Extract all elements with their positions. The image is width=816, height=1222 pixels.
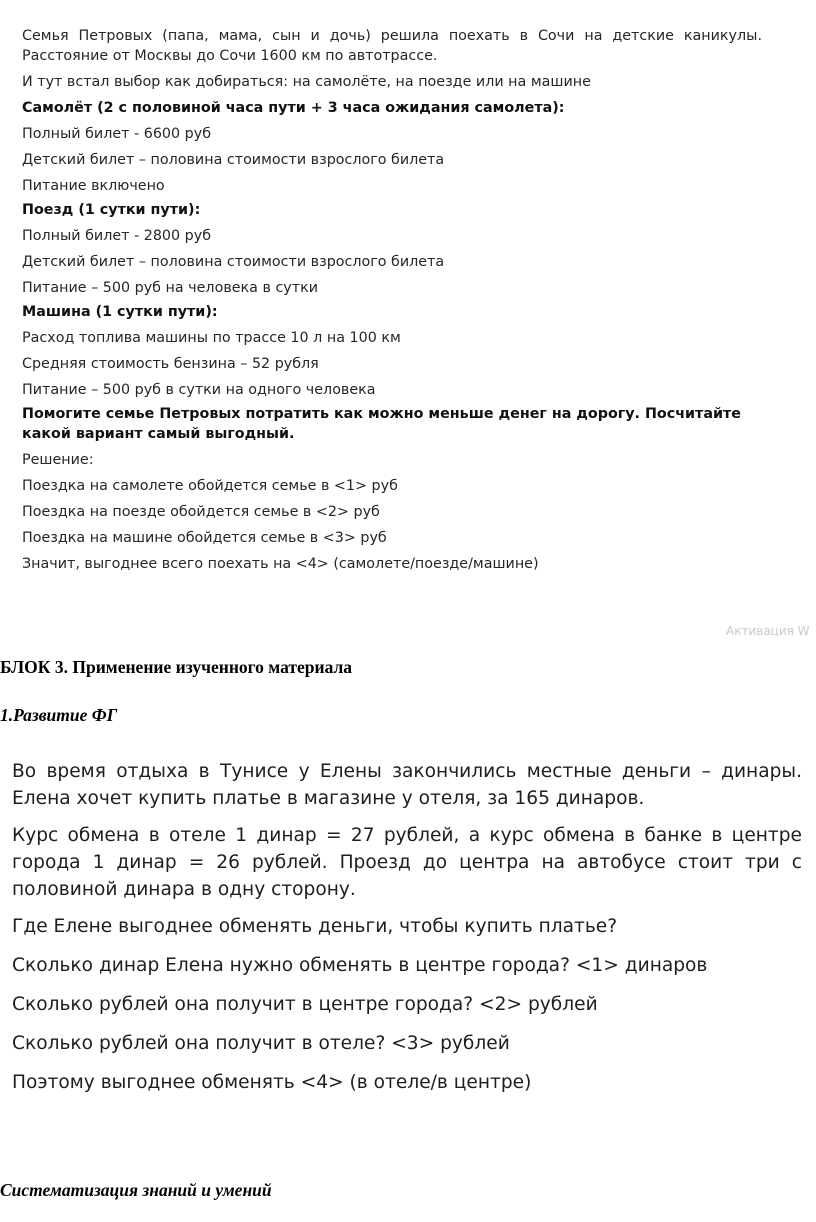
section-systematization-heading: Систематизация знаний и умений — [0, 1180, 272, 1200]
plane-food: Питание включено — [22, 178, 165, 194]
task1-intro: Семья Петровых (папа, мама, сын и дочь) решила поехать в Сочи на детские каникулы. Расстояние от Москвы до Сочи 1600 км по автотрассе. — [22, 28, 762, 64]
car-title: Машина (1 сутки пути): — [22, 304, 218, 320]
car-petrol: Средняя стоимость бензина – 52 рубля — [22, 356, 319, 372]
answer-train: Поездка на поезде обойдется семье в <2> руб — [22, 504, 380, 520]
train-title: Поезд (1 сутки пути): — [22, 202, 201, 218]
car-food: Питание – 500 руб в сутки на одного человека — [22, 382, 376, 398]
task-image-travel — [22, 26, 762, 574]
plane-title: Самолёт (2 с половиной часа пути + 3 часа ожидания самолета): — [22, 100, 565, 116]
train-child-ticket: Детский билет – половина стоимости взрослого билета — [22, 254, 445, 270]
plane-child-ticket: Детский билет – половина стоимости взрослого билета — [22, 152, 445, 168]
answer-plane: Поездка на самолете обойдется семье в <1> руб — [22, 478, 398, 494]
solution-label: Решение: — [22, 452, 94, 468]
tunisia-line-4: Сколько динар Елена нужно обменять в центре города? <1> динаров — [12, 955, 708, 976]
activation-watermark: Активация W — [726, 624, 810, 638]
tunisia-line-1: Во время отдыха в Тунисе у Елены закончились местные деньги – динары. Елена хочет купить платье в магазине у отеля, за 165 динаров. — [12, 761, 802, 809]
plane-full-ticket: Полный билет - 6600 руб — [22, 126, 212, 142]
answer-best: Значит, выгоднее всего поехать на <4> (самолете/поезде/машине) — [22, 556, 539, 572]
answer-car: Поездка на машине обойдется семье в <3> руб — [22, 530, 387, 546]
task1-question: Помогите семье Петровых потратить как можно меньше денег на дорогу. Посчитайте какой вариант самый выгодный. — [22, 406, 741, 442]
block3-heading: БЛОК 3. Применение изученного материала — [0, 657, 353, 677]
train-full-ticket: Полный билет - 2800 руб — [22, 228, 212, 244]
tunisia-line-3: Где Елене выгоднее обменять деньги, чтобы купить платье? — [12, 916, 618, 937]
tunisia-line-7: Поэтому выгоднее обменять <4> (в отеле/в центре) — [12, 1072, 532, 1093]
tunisia-line-2: Курс обмена в отеле 1 динар = 27 рублей, а курс обмена в банке в центре города 1 динар = 26 рублей. Проезд до центра на автобусе стоит три с половиной динара в одну сторону. — [12, 825, 802, 900]
tunisia-line-6: Сколько рублей она получит в отеле? <3> рублей — [12, 1033, 510, 1054]
section-fg-heading: 1.Развитие ФГ — [0, 705, 118, 725]
task1-choice: И тут встал выбор как добираться: на самолёте, на поезде или на машине — [22, 74, 591, 90]
task-image-tunisia — [12, 758, 802, 1096]
tunisia-line-5: Сколько рублей она получит в центре города? <2> рублей — [12, 994, 598, 1015]
train-food: Питание – 500 руб на человека в сутки — [22, 280, 319, 296]
car-fuel: Расход топлива машины по трассе 10 л на 100 км — [22, 330, 401, 346]
